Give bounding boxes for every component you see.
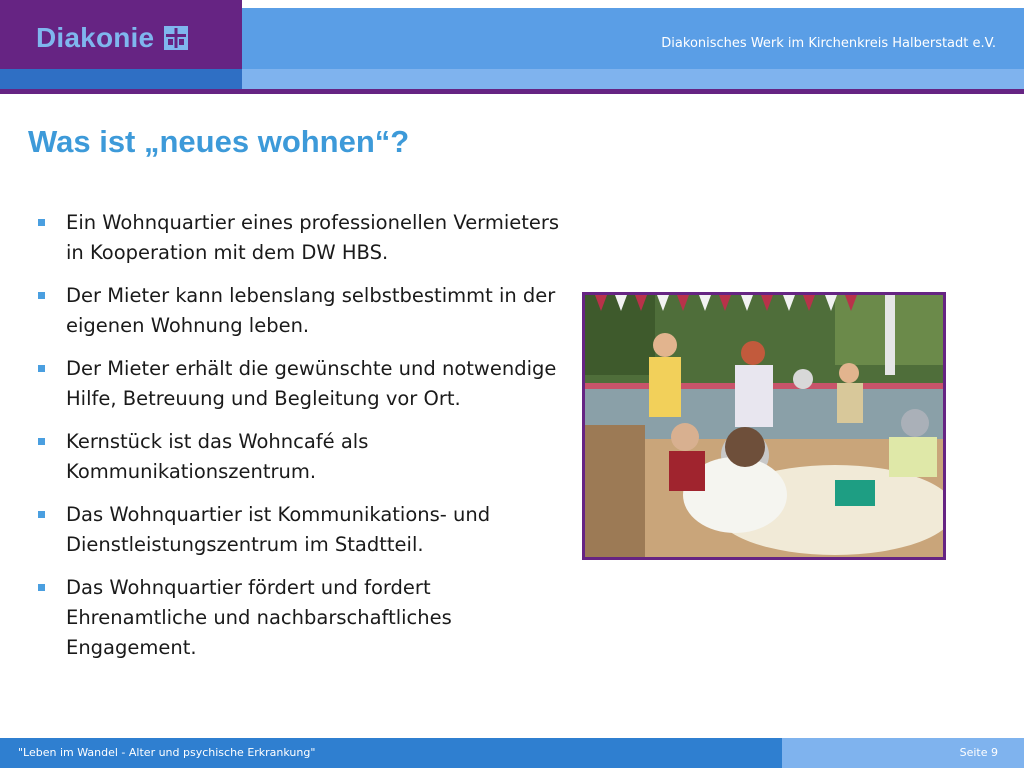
list-item: Der Mieter erhält die gewünschte und notwendige Hilfe, Betreuung und Begleitung vor Ort. <box>36 354 576 414</box>
list-item: Das Wohnquartier ist Kommunikations- und Dienstleistungszentrum im Stadtteil. <box>36 500 576 560</box>
footer-caption: "Leben im Wandel - Alter und psychische Erkrankung" <box>18 746 316 759</box>
list-item: Das Wohnquartier fördert und fordert Ehrenamtliche und nachbarschaftliches Engagement. <box>36 573 576 663</box>
page-number: Seite 9 <box>959 746 998 759</box>
bullet-square-icon <box>38 511 45 518</box>
list-item: Ein Wohnquartier eines professionellen Vermieters in Kooperation mit dem DW HBS. <box>36 208 576 268</box>
bullet-square-icon <box>38 219 45 226</box>
diakonie-cross-icon <box>164 26 188 50</box>
bullet-square-icon <box>38 438 45 445</box>
header-divider-line <box>0 89 1024 94</box>
logo-text: Diakonie <box>36 22 155 53</box>
header-blue-band <box>0 69 242 89</box>
cafe-photo <box>582 292 946 560</box>
organization-name: Diakonisches Werk im Kirchenkreis Halberstadt e.V. <box>661 36 996 51</box>
cafe-photo-illustration <box>585 295 943 557</box>
header-lightblue-band <box>242 69 1024 89</box>
bullet-square-icon <box>38 292 45 299</box>
slide-title: Was ist „neues wohnen“? <box>28 124 410 159</box>
bullet-list <box>36 208 576 676</box>
list-item: Der Mieter kann lebenslang selbstbestimmt in der eigenen Wohnung leben. <box>36 281 576 341</box>
bullet-square-icon <box>38 584 45 591</box>
diakonie-logo <box>36 22 188 54</box>
list-item: Kernstück ist das Wohncafé als Kommunikationszentrum. <box>36 427 576 487</box>
bullet-square-icon <box>38 365 45 372</box>
